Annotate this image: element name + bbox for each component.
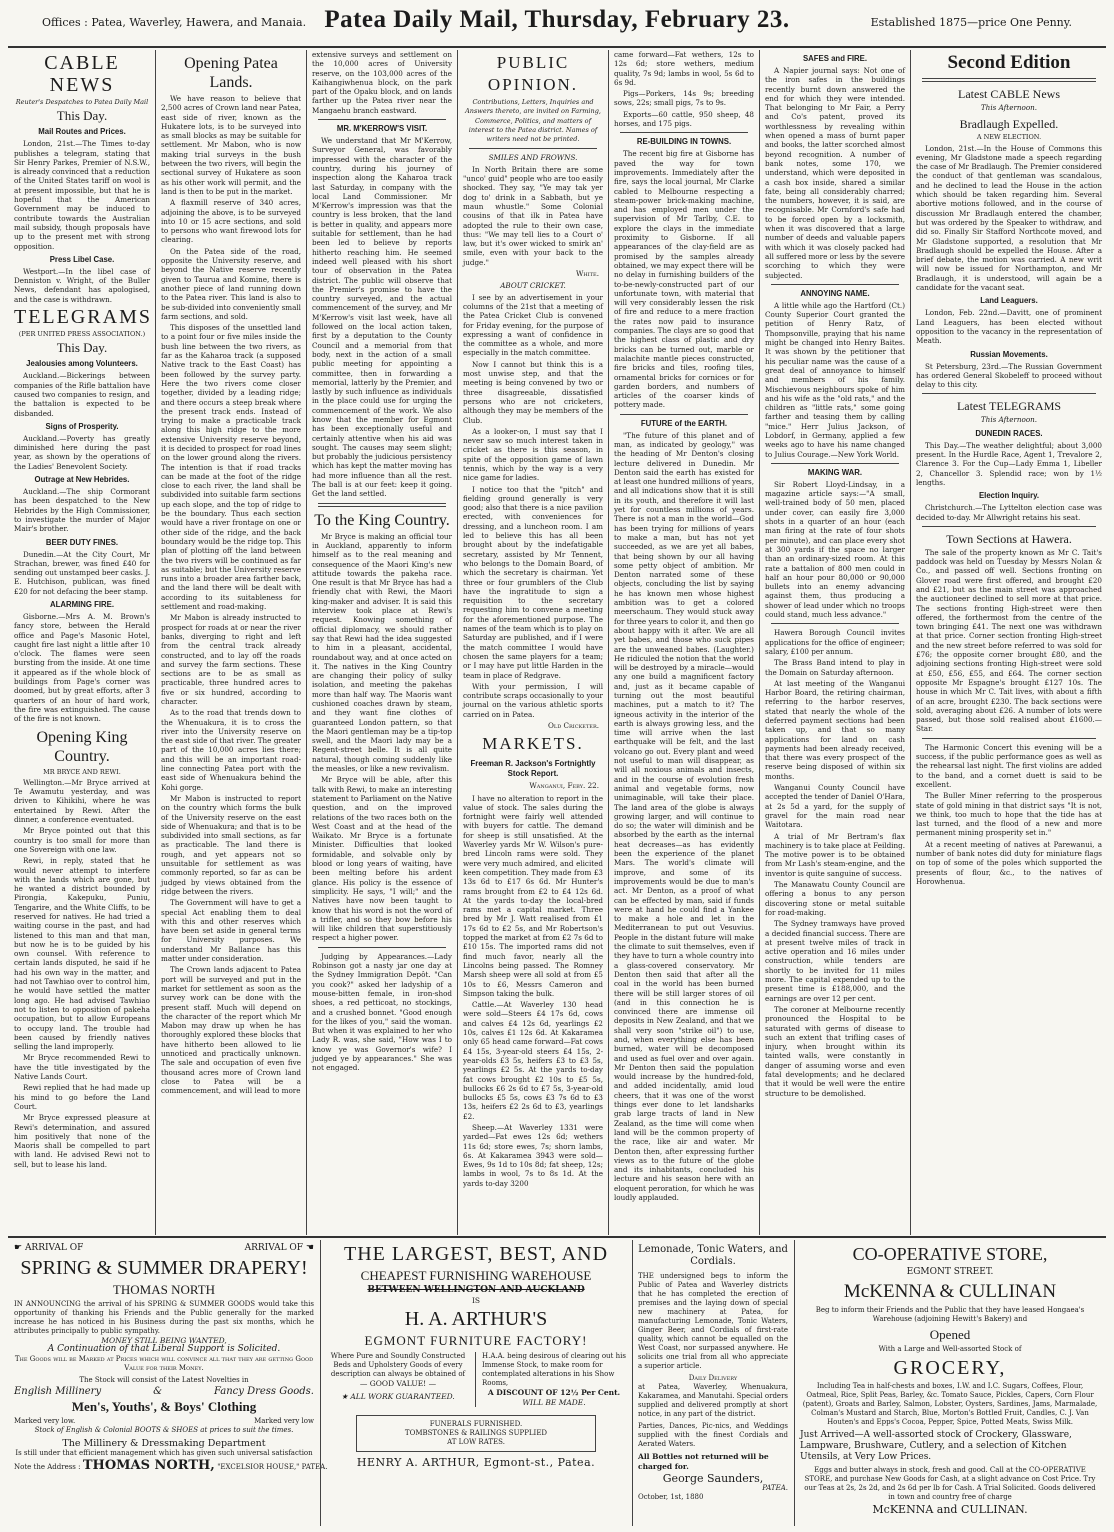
stock-report-place: Wanganui, Feby. 22. (529, 781, 599, 791)
patea-lands-p4: This disposes of the unsettled land to a point four or five miles inside the bush line between the two rivers, as far as the Kaharoa track (a supposed Native track to the East Coast) has been followed by the survey party. Here the two rivers come closer together, divided by a leading ridge; and there occurs a steep break where the present track ends. Instead of trying to make a practicable track along this high ridge to the more extensive University reserve beyond, it is decided to prospect for road lines on the lower ground along the rivers. The intention is that if road tracks can be made at the foot of the ridge close to each river, the land shall be subdivided into suitable farm sections up each slope, and the top of ridge to be the boundary. Thus each section would have a river frontage on one or other side of the ridge, and the back boundary would be the ridge top. This plan of plotting off the land between the two rivers will be continued as far as suitable; but the University reserve runs into a broader area farther back, and the land there will be dealt with according to its suitableness for settlement and road-making. (161, 323, 301, 612)
column-divider (759, 50, 760, 1235)
russian-movements-heading: Russian Movements. (970, 349, 1048, 359)
ampersand: & (153, 1385, 162, 1397)
surveys-continued: extensive surveys and settlement on the 10,000 acres of University reserve, on the 103,000 acres of the Kaihangiwhenua block, on the park part of the Opaku block, and on lands farther up the Patea river near the Mangaehu branch eastward. (312, 50, 452, 115)
election-inquiry-text: Christchurch.—The Lyttelton election case was decided to-day. Mr Allwright retains his seat. (916, 503, 1102, 522)
smiles-frowns-text: In North Britain there are some "unco' guid" people who are too easily shocked. They say, "Ye may tak yer dog to' drink in a Sabbath, but ye maun whustle." Some Colonial cousins of that ilk in Patea have adopted the rule to their own case, thus: "We may tell lies to a Court o' law, but it's ower wicked to smirk an' smile, even with your back to the judge." (463, 164, 603, 267)
prosperity-text: Auckland.—Poverty has greatly diminished here during the past year, as shown by the operations of the Ladies' Benevolent Society. (14, 433, 150, 471)
band-notice: The Brass Band intend to play in the Domain on Saturday afternoon. (765, 658, 905, 677)
column-2 (161, 50, 301, 1235)
mail-routes-text: London, 21st.—The Times to-day publishes a telegram, stating that Sir Henry Parkes, Premier of N.S.W., is already convinced that a reduction of the United States tariff on wool is at present impossible, but that he is hopeful that the American Government may be induced to contribute towards the Australian mail subsidy, though proposals have up to the present met with strong opposition. (14, 139, 150, 251)
smiles-frowns-heading: SMILES AND FROWNS. (488, 153, 578, 163)
saunders-date: October, 1st, 1880 (638, 1492, 704, 1501)
grocery-list: Including Tea in half-chests and boxes, I.W. and I.C. Sugars, Coffees, Flour, Oatmeal, Rice, Split Peas, Barley, &c. Tomato Sauce, Pickles, Capers, Corn Flour (patent), Groats and Barley, Salmon, Lobster, Oysters, Sardines, Jams, Marmalade, Colman's Mustard and Starch, Blue, Morton's Bottled Fruit, Candles, C. J. Van Houten's and Epps's Cocoa, Pepper, Spice, Potted Meats, Swiss Milk. (802, 1381, 1098, 1426)
coop-footer: McKENNA and CULLINAN. (872, 1502, 1028, 1516)
stock-note: The Stock will consist of the Latest Novelties in (79, 1375, 249, 1384)
latest-cable-heading: Latest CABLE News (958, 87, 1060, 101)
arrival-right: ARRIVAL OF (244, 1243, 304, 1253)
cable-this-day: This Day. (56, 108, 108, 124)
cricket-p3: As a looker-on, I must say that I never saw so much interest taken in cricket as there is this season, in spite of the opposition game of lawn tennis, which by the way is a very nice game for ladies. (463, 426, 603, 483)
is-word: IS (471, 1295, 481, 1305)
press-libel-heading: Press Libel Case. (49, 254, 115, 264)
department-text: Is still under that efficient management which has given such universal satisfaction (15, 1448, 313, 1457)
column-divider (306, 50, 307, 1235)
latest-telegrams-heading: Latest TELEGRAMS (956, 399, 1062, 414)
masthead (0, 0, 1114, 44)
arrival-row (14, 1244, 314, 1254)
ad-divider (794, 1240, 795, 1526)
will-be-made: WILL BE MADE. (522, 1397, 586, 1407)
marked-left: Marked very low. (14, 1417, 76, 1425)
patea-lands-p6: As to the road that trends down to the Whenuakura, it is to cross the river into the University reserve on the east side of that river. The greater part of the 10,000 acres lies there; and this will be an important road-line connecting Patea port with the east side of Whenuakura behind the Kohi gorge. (161, 708, 301, 792)
drapery-title: SPRING & SUMMER DRAPERY! (20, 1256, 308, 1279)
tombstones: TOMBSTONES & RAILINGS SUPPLIED (404, 1429, 548, 1437)
cricket-signature: Old Cricketer. (548, 721, 599, 730)
mail-routes-heading: Mail Routes and Prices. (38, 127, 126, 137)
harbour-notice: At last meeting of the Wanganui Harbor Board, the retiring chairman, referring to the harbor reserves, stated that nearly the whole of the deferred payment sections had been taken up, and that so many applications for land on cash payments had been already received, that there was every prospect of the reserve being disposed of within six months. (765, 678, 905, 781)
land-leaguers-heading: Land Leaguers. (980, 296, 1038, 306)
rebuilding-text: The recent big fire at Gisborne has paved the way for town improvements. Immediately after the fire, says the local journal, Mr Clarke cabled to Melbourne respecting a steam-power brick-making machine, and has employed men under the supervision of Mr Tarlby, C.E. to explore the clays in the immediate proximity to Gisborne. If all appearances of the clay-field are as promised by the samples already obtained, we may expect there will be no delay in furnishing builders of the to-be-newly-constructed part of our unfortunate town, with material that will very considerably lessen the risk of fire and reduce to a mere fraction the rates now paid to insurance companies. The clays are so good that the highest class of plastic and dry bricks can be turned out, marble or malachite mantle pieces constructed, fire bricks and tiles, roofing tiles, ornamental bricks for cornices or for garden borders, and numbers of articles of the coarser kinds of pottery made. (614, 149, 754, 410)
press-libel-text: Westport.—In the libel case of Denniston v. Wright, of the Buller News, defendant has apologised, and the case is withdrawn. (14, 266, 150, 304)
grocery-heading: GROCERY, (893, 1356, 1007, 1379)
future-earth-text: "The future of this planet and of man, as indicated by geology," was the heading of Mr Denton's closing lecture delivered in Dunedin. Mr Denton said the earth has existed for at least one hundred millions of years, and all indications show that it is still in its youth, and therefore it will last yet for countless millions of years. There is not a man in the world—God has been trying for millions of years to make a man, but has not yet succeeded, as we are yet all babes, that being shown by our all having some petty object of ambition. Mr Denton narrated some of these objects, concluding the list by saying he has known men whose highest ambition was to get a colored meerschaum. They would stuck away for three years to color it, and then go about happy with it after. We are all yet babes, and those who suck pipes are the unweaned babes. (Laughter.) He ridiculed the notion that the world will be destroyed by a miracle—would any one build a magnificent factory and, just as it became capable of turning out the most beautiful machines, put a match to it? The igneous activity in the interior of the earth is always growing less, and the time will arrive when the last earthquake will be felt, and the last volcano go out. Every plant and weed not useful to man will disappear, as will all noxious animals and insects, and in the course of evolution fresh animal and vegetable forms, now unimaginable, will take their place. The land area of the globe is always growing larger, and will continue to do so; the water will diminish and be absorbed by the earth as the internal heat decreases—as has evidently been the experience of the planet Mars. The world's climate will improve, and some of its improvements would be due to man's act. Mr Denton, as a proof of what can be effected by man, said if funds were at hand he could find a Yankee to make a hole and let in the Mediterranean to put out Vesuvius. People in the distant future will make the climate to suit themselves, even if they have to turn a whole country into a glass-covered conservatory. Mr Denton then said that after all the coal in the world has been burned there will be still larger stores of oil (and in this connection he is convinced there are immense oil deposits in New Zealand, and that we shall very soon "strike oil") to use, and, when everything else has been burned, water will be decomposed and used as fuel over and over again. Mr Denton then said the population would increase by the hundred-fold, and added incidentally, amid loud cheers, that it was one of the worst things ever done to let landsharks grab large tracts of land in New Zealand, as the time will come when land will be the common property of the race, like air and water. Mr Denton then, after expressing further views as to the future of the globe and its inhabitants, concluded his lecture and his season here with an eloquent peroration, for which he was loudly applauded. (614, 430, 754, 1203)
king-country-p5: Rewi replied that he had made up his mind to go before the Land Court. (14, 1083, 150, 1111)
jealousies-heading: Jealousies among Volunteers. (26, 359, 138, 369)
patea-lands-p2: A flaxmill reserve of 340 acres, adjoining the above, is to be surveyed into 10 or 15 acre sections, and sold to persons who want firewood lots for clearing. (161, 198, 301, 245)
telegrams-heading: TELEGRAMS (14, 306, 152, 329)
column-divider (457, 50, 458, 1235)
cricket-p1: I see by an advertisement in your columns of the 21st that a meeting of the Patea Cricket Club is convened for Friday evening, for the purpose of expressing a want of confidence in the committee as a whole, and more especially in the match committee. (463, 292, 603, 358)
column-divider (155, 50, 156, 1235)
king-country-article-p1: Mr Bryce is making an official tour in Auckland, apparently to inform himself as to the real meaning and consequence of the Maori King's new attitude towards the pakeha race. One result is that Mr Bryce has had a friendly chat with Rewi, the Maori king-maker and adviser. It is said this interview took place at Rewi's request. Knowing something of official diplomacy, we should rather say that Rewi had the idea suggested to him in a pleasant, accidental, roundabout way, and at once acted on it. The natives in the King Country are changing their policy of sulky isolation, and meeting the pakehas more than half way. The Maoris want cushioned coaches drawn by steam, and they want fine clothes of guaranteed London pattern, so that the Maori gentleman may be a tip-top swell, and the Maori lady may be a Regent-street belle. It is all quite natural, though coming suddenly like the measles, or like a new revivalism. (312, 531, 452, 774)
established-line: Established 1875—price One Penny. (870, 16, 1072, 29)
beer-duty-text: Dunedin.—At the City Court, Mr Strachan, brewer, was fined £40 for sending out unstamped beer casks. J. E. Hutchison, publican, was fined £20 for not defacing the beer stamp. (14, 549, 150, 596)
furniture-columns (326, 1352, 626, 1407)
rule (318, 947, 446, 948)
discount: A DISCOUNT OF 12½ Per Cent. (487, 1388, 621, 1397)
making-war-heading: MAKING WAR. (807, 467, 863, 477)
patea-lands-p7: Mr Mabon is instructed to report on the country which forms the bulk of the University reserve on the east side of Whenuakura; and that is to be subdivided into small sections, as far as practicable. The land there is rough, and yet appears not so unsuitable for settlement as was commonly reported, so far as can be judged by views obtained from the ridge between the rivers. (161, 793, 301, 896)
judging-appearances: Judging by Appearances.—Lady Robinson got a nasty jar one day at the Sydney Immigration Depôt. "Can you cook?" asked her ladyship of a mouse-bitten female, in iron-shod shoes, a red petticoat, no stockings, and a crushed bonnet. "Good enough for the likes of you," said the woman. But when it was explained to her who Lady R. was, she said, "How was I to know ye was Governor's wife? I judged ye by appearances." She was not engaged. (312, 951, 452, 1073)
election-inquiry-heading: Election Inquiry. (978, 491, 1040, 501)
pointing-hand-icon: ☛ ARRIVAL OF (14, 1243, 84, 1253)
column-1 (14, 50, 150, 1235)
ad-arthur-furniture (326, 1240, 626, 1526)
good-value: — GOOD VALUE! — (359, 1379, 437, 1388)
marked-row (14, 1417, 314, 1426)
smiles-signature: White. (576, 269, 599, 279)
column-7 (916, 50, 1102, 1235)
new-election-sub: A NEW ELECTION. (976, 133, 1042, 142)
marked-right: Marked very low (254, 1417, 314, 1425)
markets-cattle: Cattle.—At Waverley 130 head were sold—Steers £4 17s 6d, cows and calves £4 12s 6d, yearlings £2 10s, calves £1 12s 6d. At Kakaramea only 65 head came forward—Fat cows £4 15s, 3-year-old steers £4 15s, 2-year-olds £3 5s, heifers £3 to £3 5s, yearlings £2 5s. At the yards to-day fat cows brought £2 10s to £5 5s, bullocks £6 2s 6d to £7 5s, 3-year-old bullocks £5 5s, cows £3 7s 6d to £3 13s, heifers £2 2s 6d to £3, yearlings £2. (463, 1000, 603, 1121)
flax-notice: A trial of Mr Bertram's flax machinery is to take place at Feilding. The motive power is to be obtained from Mr Lash's steam-engine, and the inventor is quite sanguine of success. (765, 831, 905, 878)
manawatu-notice: The Manawatu County Council are offering a bonus to any person discovering stone or metal suitable for road-making. (765, 880, 905, 917)
address-name: THOMAS NORTH, (82, 1457, 215, 1473)
tramways-notice: The Sydney tramways have proved a decided financial success. There are at present twelve miles of track in active operation and 16 miles under construction, while tenders are shortly to be invited for 11 miles more. The capital expended up to the present time is £188,000, and the earnings are over 12 per cent. (765, 919, 905, 1003)
rebuilding-heading: RE-BUILDING IN TOWNS. (636, 137, 732, 147)
russian-movements-text: St Petersburg, 23rd.—The Russian Government has ordered General Skobeleff to proceed without delay to this city. (916, 361, 1102, 390)
millinery-department: The Millinery & Dressmaking Department (62, 1438, 266, 1449)
double-rule (922, 78, 1096, 82)
future-earth-heading: FUTURE of the EARTH. (640, 418, 728, 428)
millinery-row (14, 1387, 314, 1397)
ad-cooperative-store (800, 1240, 1100, 1526)
buller-miner: The Buller Miner referring to the prosperous state of gold mining in that district says "It is not, we think, too much to hope that the tide has at last turned, and the flood of a new and more permanent mining prosperity set in." (916, 791, 1102, 838)
town-sections-text: The sale of the property known as Mr C. Tait's paddock was held on Tuesday by Messrs Nolan & Co., and passed off well. Sections fronting on Glover road were first offered, and brought £20 and £21, but as the main street was approached the auctioneer declined to sell more at that price. The sections fronting High-street were then offered, the forthermost from the centre of the town bringing £41. The next one was withdrawn at that price. Corner section fronting High-street and the new street before referred to was sold for £76; the opposite corner brought £80, and the adjoining sections fronting High-street were sold at £50, £56, £55, and £64. The corner section opposite Mr Espagne's brought £127 10s. The house in which Mr C. Tait lives, with about a fifth of an acre, brought £230. The back sections were sold, averaging about £26. A number of lots were passed, but those sold realised about £1600.—Star. (916, 547, 1102, 734)
patea-lands-p9: The Crown lands adjacent to Patea port will be surveyed and put in the market for settlement as soon as the survey work can be done with the present staff. Much will depend on the character of the report which Mr Mabon may draw up when he has thoroughly explored these blocks that have hitherto been allowed to lie unnoticed and practically unknown. The sale and occupation of even five thousand acres more of Crown land close to Patea will be a commencement, and will lead to more (161, 965, 301, 1096)
beds-upholstery: Where Pure and Soundly Constructed Beds and Upholstery Goods of every description can always be obtained of (330, 1352, 466, 1378)
furniture-right (482, 1352, 626, 1407)
address-line (14, 1457, 328, 1473)
saunders-name: George Saunders, (662, 1472, 764, 1485)
ad-divider (320, 1240, 321, 1526)
land-leaguers-text: London, Feb. 22nd.—Davitt, one of prominent Land Leaguers, has been elected without opposition to the vacancy in the representation of Meath. (916, 308, 1102, 346)
masthead-rule (8, 46, 1106, 48)
latest-cable-sub: This Afternoon. (980, 103, 1038, 112)
rule (771, 463, 899, 464)
cordials-title: Lemonade, Tonic Waters, and Cordials. (638, 1244, 788, 1267)
opening-king-country-heading: Opening King Country. (36, 728, 128, 765)
safes-fire-heading: SAFES and FIRE. (802, 54, 868, 63)
saunders-place: PATEA. (762, 1483, 788, 1492)
beer-duty-heading: BEER DUTY FINES. (45, 537, 119, 547)
alarming-fire-text: Gisborne.—Mrs A. M. Brown's fancy store, between the Herald office and Page's Masonic Hotel, caught fire last night a little after 10 o'clock. The flames were seen bursting from the inside. At one time it appeared as if the whole block of buildings from Page's corner was doomed, but by great efforts, after 3 quarters of an hour of hard work, the fire was extinguished. The cause of the fire is not known. (14, 611, 150, 724)
arrival-right-wrap: ARRIVAL OF ☚ (244, 1243, 314, 1253)
coop-title: CO-OPERATIVE STORE, (852, 1244, 1048, 1264)
coroner-notice: The coroner at Melbourne recently pronounced the Hospital to be saturated with germs of disease to such an extent that trifling cases of injury, when brought within its tainted walls, were constantly in danger of assuming worse and even fatal developments; and he declared that it would be well were the entire structure to be demolished. (765, 1004, 905, 1098)
king-country-p6: Mr Bryce expressed pleasure at Rewi's determination, and assured him positively that none of the Maoris shall be compelled to part with land. He advised Rewi not to sell, but to lease his land. (14, 1113, 150, 1169)
cricket-p4: I notice too that the "pitch" and fielding ground generally is very good; also that there is a nice pavilion erected, with conveniences for dressing, and a luncheon room. I am led to believe this has all been brought about by the indefatigable secretary, assisted by Mr Tennent, who belongs to the Domain Board, of which the secretary is chairman. Yet three or four grumblers of the Club have the ingratitude to sign a requisition to the secretary requesting him to convene a meeting for the aforementioned purpose. The names of the team which is to play on Saturday are published, and if I were the match committee I would have chosen the same players for a team; or I may have put little Harden in the team in place of Redgrave. (463, 484, 603, 680)
prosperity-heading: Signs of Prosperity. (45, 421, 119, 431)
mckenna-cullinan-name: McKENNA & CULLINAN (843, 1280, 1057, 1302)
opened: Opened (929, 1326, 971, 1342)
column-3 (312, 50, 452, 1235)
english-millinery: English Millinery (14, 1385, 102, 1397)
eggs-butter-text: Eggs and butter always in stock, fresh and good. Call at the CO-OPERATIVE STORE, and purchase New Goods for Cash, at a slight advance on Cost Price. Try our Teas at 2s, 2s 2d, and 2s 6d per lb for Cash. A Trial Solicited. Goods delivered in town and country free of charge (804, 1465, 1096, 1501)
egmont-street: EGMONT STREET. (906, 1267, 994, 1277)
largest-best-title: THE LARGEST, BEST, AND (343, 1243, 609, 1265)
arthur-name: H. A. ARTHUR'S (404, 1308, 548, 1330)
markets-continued: came forward—Fat wethers, 12s to 12s 6d; store wethers, medium quality, 7s 9d; lambs in wool, 5s 6d to 6s 9d. (614, 50, 754, 87)
public-opinion-heading: PUBLIC OPINION. (487, 53, 579, 94)
patea-lands-p8: The Government will have to get a special Act enabling them to deal with this and other reserves which have been set aside in general terms for University purposes. We understand Mr Ballance has this matter under consideration. (161, 898, 301, 964)
safes-fire-text: A Napier journal says: Not one of the iron safes in the buildings recently burnt down answered the end for which they were intended. That belonging to Mr Fair, a Perry and Co's patent, proved its worthlessness by revealing within when opened a mass of burnt paper and books, the latter scorched almost beyond recognition. A number of bank notes, some 170, we understand, which were deposited in a cash box inside, shared a similar fate, being all considerably charred; the numbers, however, it is said, are recognisable. Mr Cornford's safe had to be forced open by a locksmith, when it was discovered that a large number of deeds and valuable papers with which it was closely packed had all suffered more or less by the severe scorching to which they were subjected. (765, 66, 905, 280)
stock-line: With a Large and Well-assorted Stock of (878, 1344, 1022, 1353)
announcement-text: IN ANNOUNCING the arrival of his SPRING & SUMMER GOODS would take this opportunity of thanking his Friends and the Public generally for the marked increase he has noticed in his Business during the past six months, which he attributes principally to public sympathy. (14, 1299, 314, 1335)
column-divider (910, 50, 911, 1235)
cable-credit: Reuter's Despatches to Patea Daily Mail (15, 98, 149, 106)
bryce-rewi-subheading: MR BRYCE AND REWI. (43, 767, 121, 776)
ad-thomas-north (14, 1240, 328, 1526)
column-6 (765, 50, 905, 1235)
rule (318, 119, 446, 120)
patea-lands-p1: We have reason to believe that 2,500 acres of Crown land near Patea, east side of river, known as the Hukatere lots, is to be surveyed into as small blocks as may be suitable for settlement. Mr Mabon, who is now making trial surveys in the bush between the two rivers, will begin the sectional survey of Hukatere as soon as his other work will permit, and the land is then to be put in the market. (161, 94, 301, 196)
making-war-text: Sir Robert Lloyd-Lindsay, in a magazine article says:—"A small, well-trained body of 50 men, placed under cover, can easily fire 3,000 shots in a quarter of an hour (each man firing at the rate of four shots per minute), and can place every shot at 300 yards if the space no larger than an ordinary-sized room. At this rate a battalion of 800 men could in half an hour pour 80,000 or 90,000 bullets into an enemy advancing against them, thus producing a shower of lead under which no troops could stand, much less advance." (765, 479, 905, 620)
parties-text: Parties, Dances, Pic-nics, and Weddings supplied with the finest Cordials and Aerated Waters. (638, 1422, 788, 1448)
harmonic-concert: The Harmonic Concert this evening will be a success, if the public performance goes as well as the rehearsal last night. The first violins are added to the band, and a cornet duett is said to be excellent. (916, 742, 1102, 789)
opening-patea-lands-heading: Opening Patea Lands. (184, 55, 278, 91)
outrage-text: Auckland.—The ship Cormorant has been despatched to the New Hebrides by the High Commissioner, to investigate the murder of Major Mair's brother. (14, 487, 150, 534)
tender-notice: Wanganui County Council have accepted the tender of Daniel O'Hara, at 2s 5d a yard, for the supply of gravel for the main road near Waitotara. (765, 783, 905, 830)
column-4 (463, 50, 603, 1235)
king-country-p1: Wellington.—Mr Bryce arrived at Te Awamutu yesterday, and was driven to Kihikihi, where he was entertained by Rewi. After the dinner, a conference eventuated. (14, 777, 150, 825)
latest-telegrams-sub: This Afternoon. (980, 415, 1038, 425)
funerals-box (356, 1415, 596, 1452)
markets-pigs: Pigs—Porkers, 14s 9s; breeding sows, 22s; small pigs, 7s to 9s. (614, 89, 754, 108)
second-edition-heading: Second Edition (947, 52, 1071, 73)
goods-marked: The Goods will be Marked at Prices which will convince all that they are getting Good Value for their Money. (14, 1354, 314, 1372)
king-country-p2: Mr Bryce pointed out that this country is too small for more than one Sovereign with one law. (14, 826, 150, 854)
cricket-p5: With your permission, I will contribute scraps occasionally to your journal on the various athletic sports carried on in Patea. (463, 681, 603, 719)
rule (771, 623, 899, 624)
rule (771, 284, 899, 285)
address-label: Note the Address : (14, 1462, 81, 1471)
mkerrow-visit-heading: MR. M'KERROW'S VISIT. (336, 124, 428, 134)
bradlaugh-heading: Bradlaugh Expelled. (959, 117, 1059, 132)
bradlaugh-text: London, 21st.—In the House of Commons this evening, Mr Gladstone made a speech regarding the case of Mr Bradlaugh. The Premier considered the conduct of that gentleman was scandalous, and he declined to lead the House in the action which should be taken regarding him. Several abortive motions followed, and in the course of discussion Mr Bradlaugh entered the chamber, but was ordered by the Speaker to withdraw, and did so. Finally Sir Stafford Northcote moved, and Mr Gladstone supported, a resolution that Mr Bradlaugh should be expelled the House. After a brief debate, the motion was carried. A new writ will now be issued for Northampton, and Mr Bradlaugh, it is understood, will again be a candidate for the vacant seat. (916, 143, 1102, 293)
double-rule (318, 503, 446, 507)
king-country-article-p2: Mr Bryce will be able, after this talk with Rewi, to make an interesting statement to Parliament on the Native question, and on the improved relations of the two races both on the West Coast and at the head of the Waikato. Mr Bryce is a fortunate Minister. Difficulties that looked formidable, and solvable only by blood or long years of waiting, have been melting before his ardent glance. His policy is the essence of simplicity. He says, "I will;" and the Natives have now been taught to know that his word is not the word of a trifler, and so they bow before his will like children that superstitiously respect a higher power. (312, 775, 452, 943)
markets-heading: MARKETS. (482, 734, 584, 754)
fancy-dress-goods: Fancy Dress Goods. (213, 1385, 314, 1397)
rule (922, 393, 1096, 394)
to-the-king-country-heading: To the King Country. (314, 511, 450, 529)
patea-lands-p5: Mr Mabon is already instructed to prospect for roads at or near the river banks, diverging to right and left from the central track already constructed, and to lay off the roads and survey the farm sections. These sections are to be as small as practicable, three hundred acres to five or six hundred, according to character. (161, 613, 301, 706)
markets-p1: I have no alteration to report in the value of stock. The sales during the fortnight were fairly well attended with buyers for cattle. The demand for sheep is still unsatisfied. At the Waverley yards Mr W. Wilson's pure-bred Lincoln rams were sold. They were very much admired, and elicited keen competition. They made from £3 13s 6d to £17 6s 6d. Mr Hunter's rams brought from £2 to £4 12s 6d. At the yards to-day the local-bred rams met a capital market. Three bred by Mr J. Watt realised from £1 17s 6d to £2 5s, and Mr Robertson's topped the market at from £2 7s 6d to £10 15s. The imported rams did not find much favor, nearly all the Lincolns being passed. The Romney Marsh sheep were all sold at from £5 10s to £6, Messrs Cameron and Simpson taking the bulk. (463, 793, 603, 998)
cable-news-heading: CABLE NEWS (44, 52, 120, 96)
clearing-stock: H.A.A. being desirous of clearing out his Immense Stock, to make room for contemplated alterations in his Show Rooms, (482, 1352, 626, 1387)
alarming-fire-heading: ALARMING FIRE. (49, 599, 115, 609)
rule (922, 738, 1096, 739)
star-icon: ★ (341, 1391, 348, 1401)
funerals-furnished: FUNERALS FURNISHED. (429, 1420, 523, 1428)
public-opinion-credit: Contributions, Letters, Inquiries and Answers thereto, are invited on Farming, Commerce, Politics, and matters of interest to the Patea district. Names of writers need not be printed. (465, 98, 601, 144)
arrival-left: ARRIVAL OF (24, 1243, 84, 1253)
telegrams-this-day: This Day. (56, 340, 108, 356)
work-guaranteed: ALL WORK GUARANTEED. (350, 1391, 455, 1401)
rule (620, 414, 748, 415)
annoying-name-text: A little while ago the Hartford (Ct.) County Superior Court granted the petition of Henry Ratz, of Thompsonville, praying that his name might be changed into Henry Baites. It was shown by the petitioner that his peculiar name was the cause of a great deal of annoyance to himself and members of his family. Mischievous neighbours spoke of him and his wife as the "old rats," and the children as "little rats," some going farther and teasing them by calling "mice." Herr Julius Jackson, of Lobdorf, in Germany, applied a few weeks ago to have his name changed to Julius Courage.—New York World. (765, 300, 905, 459)
mkerrow-visit-text: We understand that Mr M'Kerrow, Surveyor General, was favorably impressed with the character of the country, during his journey of inspection along the Kaharoa track last Saturday, in company with the local Land Commissioner. Mr M'Kerrow's impression was that the country is less broken, that the land is better in quality, and appears more suitable for settlement, than he had been led to believe by reports hitherto reaching him. He seemed indeed well pleased with his short tour of observation in the Patea district. The public will observe that the Premier's promise to have the country surveyed, and the actual commencement of the survey, and Mr M'Kerrow's visit last week, have all followed on the local action taken, first by a deputation to the County Council and a memorial from that body, next in the action of a small public meeting for appointing a committee, then in forwarding a memorial, latterly by the Premier, and lastly by such influence as individuals in the place could use for urging the commencement of the work. We also know that the member for Egmont has been exceptionally useful and certainly attentive when his aid was sought. The causes may seem slight; but probably the judicious persistency which has kept the matter moving has had more influence than all the rest. The ball is at our feet: keep it going. Get the land settled. (312, 136, 452, 499)
outrage-heading: Outrage at New Hebrides. (34, 475, 130, 485)
work-guaranteed-line (326, 1392, 470, 1402)
markets-exports: Exports—60 cattle, 950 sheep, 48 horses, and 175 pigs. (614, 109, 754, 129)
ad-divider (632, 1240, 633, 1526)
just-arrived: Just Arrived—A well-assorted stock of Crockery, Glassware, Lampware, Brushware, Cutlery, and a selection of Kitchen Utensils, at Very Low Prices. (800, 1429, 1072, 1462)
patea-lands-p3: On the Patea side of the road, opposite the University reserve, and beyond the Native reserve recently given to Taurua and Komine, there is another piece of land running down to the Patea river. This land is also to be sub-divided into conveniently small farm sections, and sold. (161, 246, 301, 321)
bottles-notice: All Bottles not returned will be charged for. (638, 1452, 769, 1471)
daily-delivery: Daily Delivery (688, 1374, 738, 1382)
support-solicited: A Continuation of that Liberal Support is Solicited. (47, 1344, 281, 1354)
cheapest-warehouse: CHEAPEST FURNISHING WAREHOUSE (360, 1268, 592, 1283)
coop-intro: Beg to inform their Friends and the Public that they have leased Hongaea's Warehouse (adjoining Hewitt's Bakery) and (815, 1305, 1085, 1323)
address-house: "EXCELSIOR HOUSE," PATEA. (217, 1462, 328, 1471)
arthur-footer: HENRY A. ARTHUR, Egmont-st., Patea. (356, 1456, 596, 1469)
column-divider (608, 50, 609, 1235)
jealousies-text: Auckland.—Bickerings between companies of the Rifle battalion have caused two companies to resign, and the battalion is expected to be disbanded. (14, 371, 150, 418)
boots-shoes: Stock of English & Colonial BOOTS & SHOES at prices to suit the times. (34, 1426, 294, 1434)
telegrams-credit: (PER UNITED PRESS ASSOCIATION.) (18, 330, 146, 339)
thomas-north-name: THOMAS NORTH (112, 1281, 216, 1297)
annoying-name-heading: ANNOYING NAME. (800, 288, 870, 298)
markets-sheep: Sheep.—At Waverley 1331 were yarded—Fat ewes 12s 6d; wethers 11s 6d; store ewes, 7s; shorn lambs, 6s. At Kakaramea 3943 were sold—Ewes, 9s 1d to 10s 8d; fat sheep, 12s; lambs in wool, 7s to 8s 1d. At the yards to-day 3200 (463, 1122, 603, 1188)
town-sections-heading: Town Sections at Hawera. (946, 531, 1072, 546)
low-rates: AT LOW RATES. (447, 1438, 505, 1446)
hawera-notice: Hawera Borough Council invites applications for the office of engineer; salary, £100 per annum. (765, 628, 905, 656)
column-5 (614, 50, 754, 1235)
rule (620, 132, 748, 133)
about-cricket-heading: ABOUT CRICKET. (500, 281, 566, 291)
money-wanted: MONEY STILL BEING WANTED, (101, 1335, 227, 1345)
newspaper-title: Patea Daily Mail, Thursday, February 23. (324, 6, 790, 33)
ad-saunders-cordials (638, 1240, 788, 1526)
cordials-text: THE undersigned begs to inform the Public of Patea and Waverley districts that he has completed the erection of premises and the laying down of special new machinery at Patea, for manufacturing Lemonade, Tonic Waters, Ginger Beer, and Cordials of first-rate quality, which cannot be equalled on the West Coast, nor surpassed anywhere. He solicits one trial from all who appreciate a superior article. (638, 1272, 788, 1370)
king-country-p3: Rewi, in reply, stated that he would never attempt to interfere with the lands which are gone, but he wanted a district bounded by Pirongia, Kakepuku, Puniu, Tengarire, and the White Cliffs, to be reserved for natives. He had tried a waiting course in the past, and had listened to this man and that man, but now he is to be guided by his own counsel. With reference to certain lands disputed, he said if he had his own way in the matter, and had not Tawhiao over to control him, he would have settled the matter long ago. He had advised Tawhiao not to listen to opposition of pakeha occupation, but to allow Europeans to occupy land. The trouble had been caused by friendly natives selling the land improperly. (14, 856, 150, 1052)
offices-line: Offices : Patea, Waverley, Hawera, and Manaia. (42, 16, 307, 29)
rule (922, 526, 1096, 527)
king-country-p4: Mr Bryce recommended Rewi to have the title investigated by the Native Lands Court. (14, 1053, 150, 1082)
cricket-p2: Now I cannot but think this is a most unwise step, and that the meeting is being convened by two or three disagreeable, dissatisfied persons who are not cricketers, although they may be members of the Club. (463, 359, 603, 425)
between-cities: BETWEEN WELLINGTON AND AUCKLAND (367, 1285, 585, 1295)
clothing-line: Men's, Youths', & Boys' Clothing (71, 1399, 257, 1414)
furniture-left (326, 1352, 476, 1407)
egmont-factory: EGMONT FURNITURE FACTORY! (364, 1333, 588, 1348)
advertisements-rule (8, 1236, 1106, 1238)
delivery-text: at Patea, Waverley, Whenuakura, Kakaramea, and Manutahi. Special orders supplied and delivered promptly at short notice, in any part of the district. (638, 1383, 789, 1418)
stock-report-heading: Freeman R. Jackson's Fortnightly Stock Report. (470, 759, 596, 779)
parewanui-meeting: At a recent meeting of natives at Parewanui, a number of bank notes did duty for miniature flags on top of some of the poles which supported the presents of flour, &c., to the natives of Horowhenua. (916, 839, 1102, 886)
dunedin-races-heading: DUNEDIN RACES. (975, 428, 1043, 438)
dunedin-races-text: This Day.—The weather delightful; about 3,000 present. In the Hurdle Race, Agent 1, Trevalore 2, Clarence 3. For the Cup—Lady Emma 1, Libeller 2, Chancellor 3. Splendid race; won by 1½ lengths. (916, 440, 1102, 487)
rule (469, 148, 597, 149)
